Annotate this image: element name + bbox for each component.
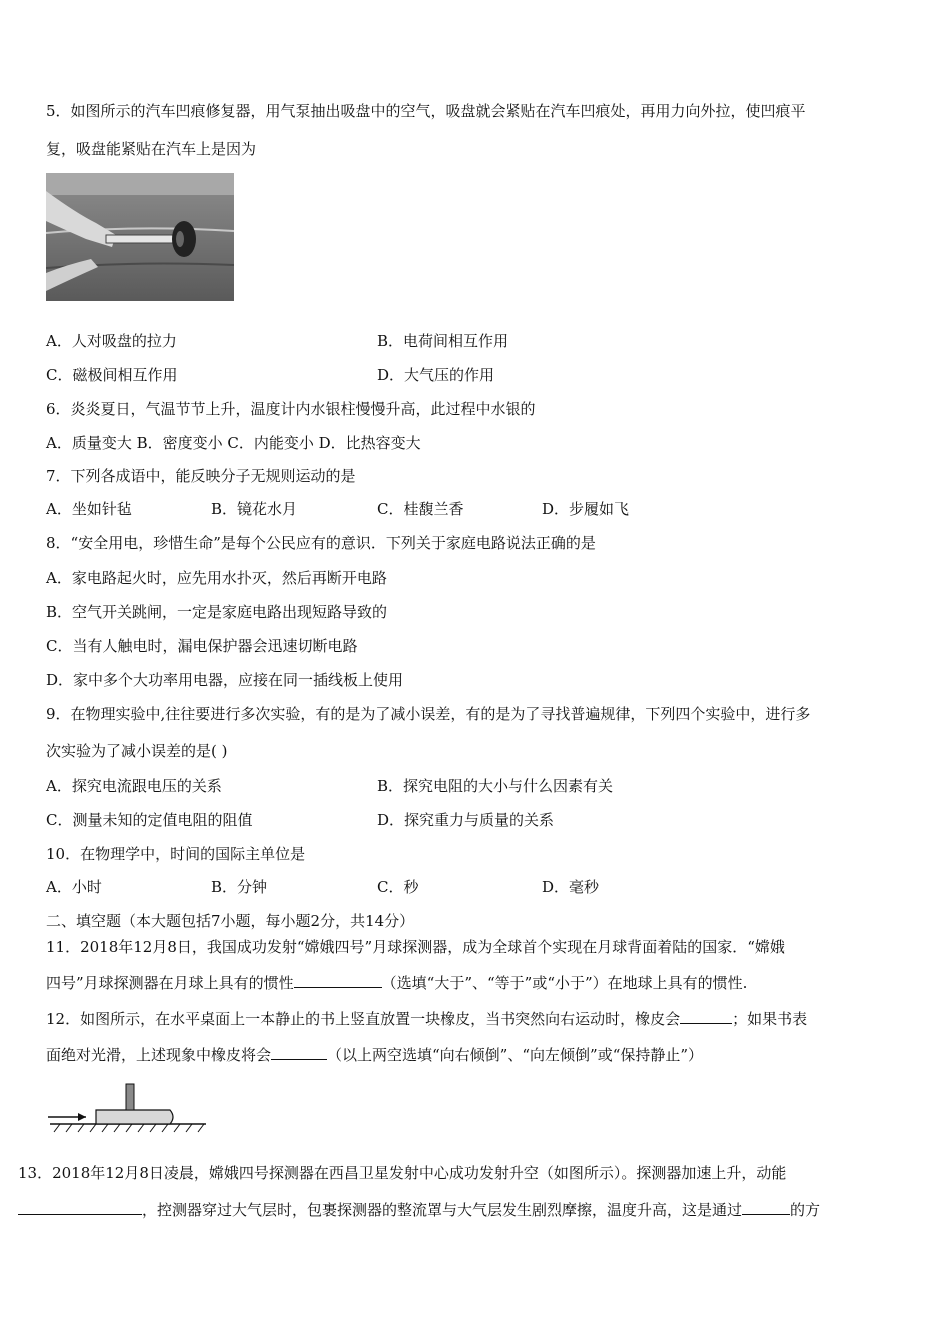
book-eraser-diagram — [46, 1080, 216, 1140]
q9-stem-line1: 9．在物理实验中,往往要进行多次实验，有的是为了减小误差，有的是为了寻找普遍规律，下列四个实验中，进行多 — [46, 705, 811, 723]
section-heading-fill-in: 二、填空题（本大题包括7小题，每小题2分，共14分） — [46, 912, 415, 930]
q6-options: A．质量变大 B．密度变小 C．内能变小 D．比热容变大 — [46, 434, 421, 452]
q5-option-c: C．磁极间相互作用 — [46, 366, 178, 384]
car-dent-repair-photo — [46, 173, 234, 301]
q8-option-a: A．家电路起火时，应先用水扑灭，然后再断开电路 — [46, 569, 387, 587]
q13-answer-blank-2[interactable] — [742, 1200, 790, 1215]
q11-text-a: 四号”月球探测器在月球上具有的惯性 — [46, 974, 294, 992]
q10-option-d: D．毫秒 — [542, 878, 600, 896]
q11-answer-blank[interactable] — [294, 973, 382, 988]
q7-option-a: A．坐如针毡 — [46, 500, 132, 518]
q11-stem-line1: 11．2018年12月8日，我国成功发射“嫦娥四号”月球探测器，成为全球首个实现在月球背面着陆的国家．“嫦娥 — [46, 938, 785, 956]
q9-option-c: C．测量未知的定值电阻的阻值 — [46, 811, 253, 829]
q12-stem-line1 — [46, 1009, 807, 1029]
q7-option-c: C．桂馥兰香 — [377, 500, 464, 518]
q7-stem: 7．下列各成语中，能反映分子无规则运动的是 — [46, 467, 356, 485]
q10-option-c: C．秒 — [377, 878, 419, 896]
q8-option-d: D．家中多个大功率用电器，应接在同一插线板上使用 — [46, 671, 404, 689]
q13-stem-line1: 13．2018年12月8日凌晨，嫦娥四号探测器在西昌卫星发射中心成功发射升空（如图所示）。探测器加速上升，动能 — [18, 1164, 787, 1182]
q6-stem: 6．炎炎夏日，气温节节上升，温度计内水银柱慢慢升高，此过程中水银的 — [46, 400, 536, 418]
q5-stem-line1: 5．如图所示的汽车凹痕修复器，用气泵抽出吸盘中的空气，吸盘就会紧贴在汽车凹痕处，再用力向外拉，使凹痕平 — [46, 102, 806, 120]
q12-text-d: （以上两空选填“向右倾倒”、“向左倾倒”或“保持静止”） — [327, 1046, 704, 1064]
q5-option-d: D．大气压的作用 — [377, 366, 495, 384]
q10-option-a: A．小时 — [46, 878, 102, 896]
q12-answer-blank-2[interactable] — [271, 1045, 327, 1060]
q13-stem-line2 — [18, 1200, 820, 1220]
q10-stem: 10．在物理学中，时间的国际主单位是 — [46, 845, 306, 863]
q8-stem: 8．“安全用电，珍惜生命”是每个公民应有的意识．下列关于家庭电路说法正确的是 — [46, 534, 596, 552]
q12-stem-line2 — [46, 1045, 703, 1065]
q12-answer-blank-1[interactable] — [680, 1009, 732, 1024]
q10-option-b: B．分钟 — [211, 878, 268, 896]
q8-option-b: B．空气开关跳闸，一定是家庭电路出现短路导致的 — [46, 603, 388, 621]
q11-text-b: （选填“大于”、“等于”或“小于”）在地球上具有的惯性. — [381, 974, 748, 992]
q9-option-a: A．探究电流跟电压的关系 — [46, 777, 222, 795]
q7-option-b: B．镜花水月 — [211, 500, 298, 518]
q7-option-d: D．步履如飞 — [542, 500, 630, 518]
q12-text-c: 面绝对光滑，上述现象中橡皮将会 — [46, 1046, 272, 1064]
q13-text-a: ，控测器穿过大气层时，包裹探测器的整流罩与大气层发生剧烈摩擦，温度升高，这是通过 — [142, 1201, 743, 1219]
q9-stem-line2: 次实验为了减小误差的是( ) — [46, 742, 228, 760]
q11-stem-line2 — [46, 973, 747, 993]
q5-option-b: B．电荷间相互作用 — [377, 332, 509, 350]
q5-option-a: A．人对吸盘的拉力 — [46, 332, 177, 350]
q8-option-c: C．当有人触电时，漏电保护器会迅速切断电路 — [46, 637, 358, 655]
q12-text-a: 12．如图所示，在水平桌面上一本静止的书上竖直放置一块橡皮，当书突然向右运动时，橡皮会 — [46, 1010, 681, 1028]
q13-text-b: 的方 — [790, 1201, 821, 1219]
q12-text-b: ；如果书表 — [732, 1010, 808, 1028]
q9-option-b: B．探究电阻的大小与什么因素有关 — [377, 777, 614, 795]
q5-stem-line2: 复，吸盘能紧贴在汽车上是因为 — [46, 140, 257, 158]
q9-option-d: D．探究重力与质量的关系 — [377, 811, 555, 829]
q13-answer-blank-1[interactable] — [18, 1200, 142, 1215]
